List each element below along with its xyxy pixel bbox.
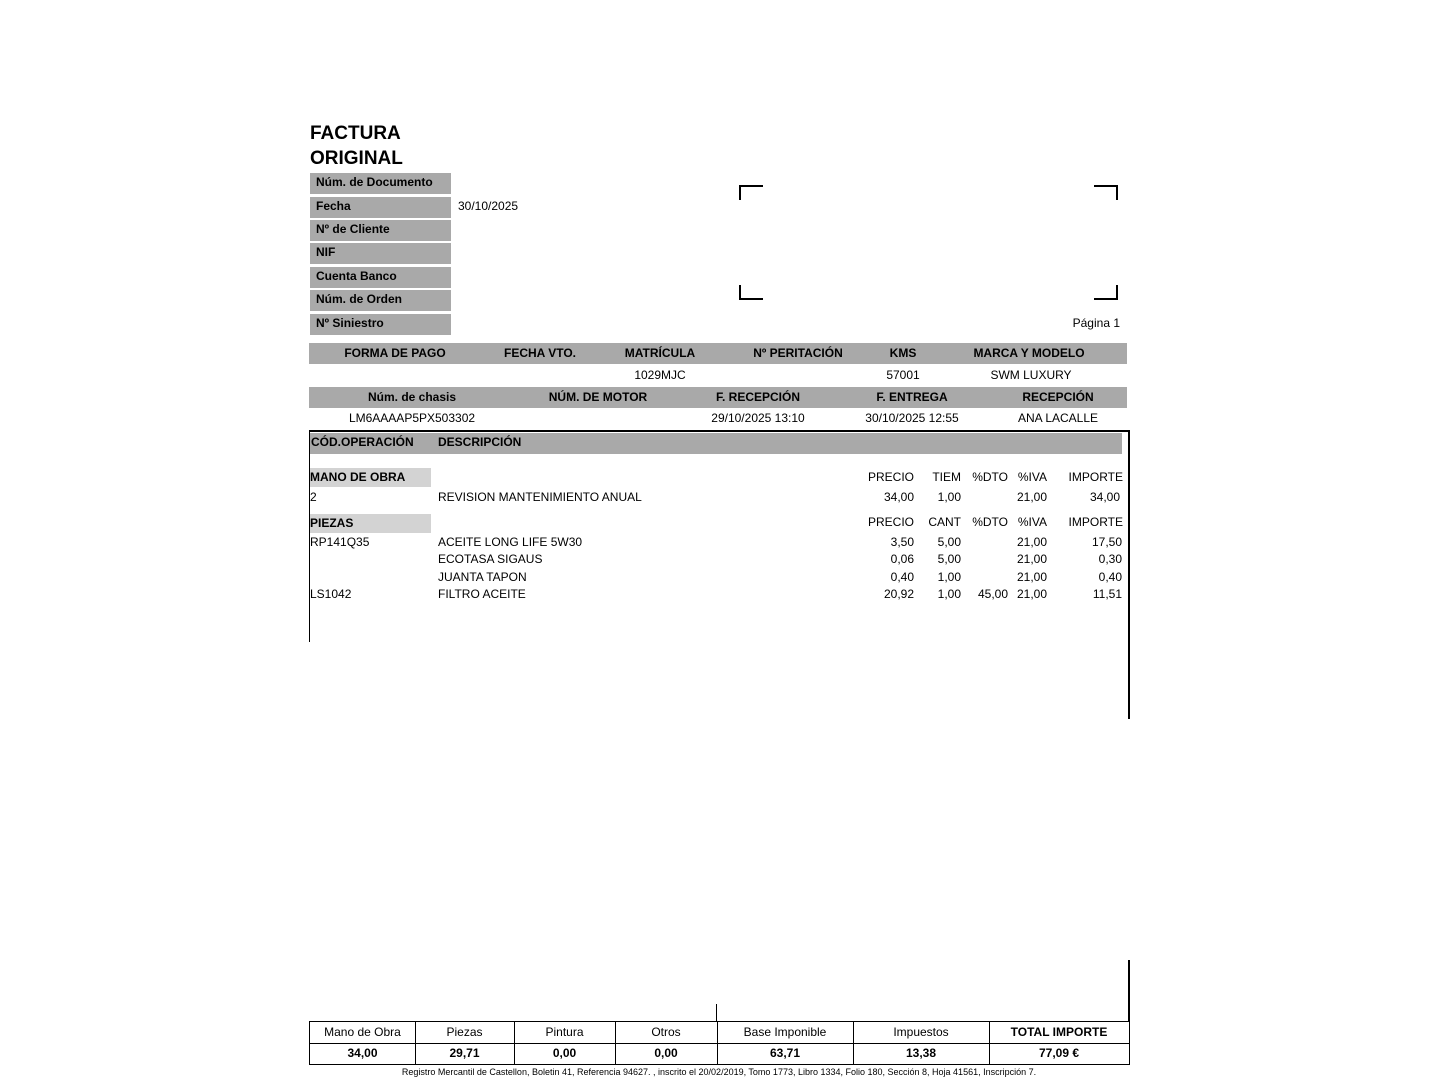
divider-mark <box>716 1004 717 1022</box>
header-kms: KMS <box>889 346 917 360</box>
row-description: ACEITE LONG LIFE 5W30 <box>438 535 583 549</box>
header-engine: NÚM. DE MOTOR <box>548 390 648 404</box>
totals-header-paint: Pintura <box>545 1025 584 1039</box>
parts-col-vat: %IVA <box>1017 515 1047 529</box>
parts-col-price: PRECIO <box>867 515 914 529</box>
totals-value-total: 77,09 € <box>1038 1046 1080 1060</box>
totals-value-paint: 0,00 <box>552 1046 577 1060</box>
col-description: DESCRIPCIÓN <box>438 435 522 449</box>
value-reception-date: 29/10/2025 13:10 <box>711 411 805 425</box>
label-bank-account: Cuenta Banco <box>310 267 451 288</box>
row-description: REVISION MANTENIMIENTO ANUAL <box>438 490 642 504</box>
row-vat: 21,00 <box>1016 490 1047 504</box>
section-labour: MANO DE OBRA <box>310 468 431 487</box>
row-vat: 21,00 <box>1016 535 1047 549</box>
label-order-number: Núm. de Orden <box>310 290 451 311</box>
parts-col-discount: %DTO <box>972 515 1008 529</box>
totals-value-taxable-base: 63,71 <box>769 1046 801 1060</box>
header-chassis: Núm. de chasis <box>367 390 457 404</box>
header-delivery-date: F. ENTREGA <box>876 390 948 404</box>
value-make-model: SWM LUXURY <box>990 368 1072 382</box>
totals-header-total: TOTAL IMPORTE <box>1010 1025 1108 1039</box>
section-parts: PIEZAS <box>310 514 431 533</box>
legal-footer: Registro Mercantil de Castellon, Boletin 41, Referencia 94627. , inscrito el 20/02/2019, Tomo 1773, Libro 1334, Folio 180, Sección 8, Hoja 41561, Inscripción 7. <box>401 1067 1037 1077</box>
lines-frame-top <box>309 430 1130 432</box>
row-price: 0,40 <box>890 570 914 584</box>
label-claim-number: Nº Siniestro <box>310 314 451 335</box>
value-delivery-date: 30/10/2025 12:55 <box>865 411 959 425</box>
value-plate: 1029MJC <box>634 368 686 382</box>
lines-frame-right <box>1128 430 1130 719</box>
col-operation-code: CÓD.OPERACIÓN <box>311 435 414 449</box>
row-amount: 34,00 <box>1089 490 1120 504</box>
totals-value-parts: 29,71 <box>449 1046 480 1060</box>
row-qty: 5,00 <box>937 535 961 549</box>
row-description: JUANTA TAPON <box>438 570 527 584</box>
header-payment-method: FORMA DE PAGO <box>344 346 446 360</box>
value-date: 30/10/2025 <box>458 199 519 213</box>
row-vat: 21,00 <box>1016 587 1047 601</box>
label-client-number: Nº de Cliente <box>310 220 451 241</box>
header-receptionist: RECEPCIÓN <box>1022 390 1094 404</box>
lines-frame-right-lower <box>1128 960 1130 1022</box>
row-amount: 0,40 <box>1098 570 1122 584</box>
labour-col-amount: IMPORTE <box>1068 470 1123 484</box>
row-description: ECOTASA SIGAUS <box>438 552 543 566</box>
totals-header-taxes: Impuestos <box>893 1025 949 1039</box>
row-discount: 45,00 <box>977 587 1008 601</box>
totals-value-taxes: 13,38 <box>905 1046 937 1060</box>
row-qty: 1,00 <box>937 490 961 504</box>
label-doc-number: Núm. de Documento <box>310 173 451 194</box>
row-price: 0,06 <box>890 552 914 566</box>
row-price: 3,50 <box>890 535 914 549</box>
labour-col-time: TIEM <box>932 470 961 484</box>
totals-header-parts: Piezas <box>446 1025 483 1039</box>
totals-value-labour: 34,00 <box>347 1046 378 1060</box>
value-chassis: LM6AAAAP5PX503302 <box>348 411 476 425</box>
row-qty: 1,00 <box>937 570 961 584</box>
corner-mark <box>739 185 763 200</box>
value-kms: 57001 <box>886 368 920 382</box>
row-description: FILTRO ACEITE <box>438 587 526 601</box>
row-amount: 17,50 <box>1091 535 1122 549</box>
row-amount: 11,51 <box>1092 587 1122 601</box>
totals-header-taxable-base: Base Imponible <box>743 1025 827 1039</box>
totals-header-labour: Mano de Obra <box>324 1025 401 1039</box>
parts-col-qty: CANT <box>928 515 961 529</box>
totals-header-other: Otros <box>651 1025 681 1039</box>
corner-mark <box>1094 185 1118 200</box>
row-vat: 21,00 <box>1016 552 1047 566</box>
invoice-title: FACTURA <box>310 123 401 144</box>
header-due-date: FECHA VTO. <box>503 346 576 360</box>
row-code: 2 <box>310 490 317 504</box>
row-code: RP141Q35 <box>310 535 370 549</box>
corner-mark <box>1094 285 1118 300</box>
totals-value-other: 0,00 <box>654 1046 678 1060</box>
labour-col-discount: %DTO <box>972 470 1008 484</box>
label-date: Fecha <box>310 197 451 218</box>
value-receptionist: ANA LACALLE <box>1017 411 1099 425</box>
lines-header-band <box>310 433 1122 454</box>
parts-col-amount: IMPORTE <box>1068 515 1123 529</box>
header-plate: MATRÍCULA <box>624 346 696 360</box>
row-price: 34,00 <box>883 490 914 504</box>
header-appraisal: Nº PERITACIÓN <box>753 346 843 360</box>
row-qty: 1,00 <box>937 587 961 601</box>
label-nif: NIF <box>310 243 451 264</box>
row-amount: 0,30 <box>1098 552 1122 566</box>
header-reception-date: F. RECEPCIÓN <box>715 390 800 404</box>
invoice-subtitle: ORIGINAL <box>310 148 403 169</box>
row-price: 20,92 <box>883 587 914 601</box>
labour-col-price: PRECIO <box>867 470 914 484</box>
labour-col-vat: %IVA <box>1017 470 1047 484</box>
row-vat: 21,00 <box>1016 570 1047 584</box>
row-qty: 5,00 <box>937 552 961 566</box>
page-number: Página 1 <box>1072 316 1120 330</box>
totals-table <box>309 1021 1130 1065</box>
row-code: LS1042 <box>310 587 352 601</box>
corner-mark <box>739 285 763 300</box>
header-make-model: MARCA Y MODELO <box>973 346 1085 360</box>
